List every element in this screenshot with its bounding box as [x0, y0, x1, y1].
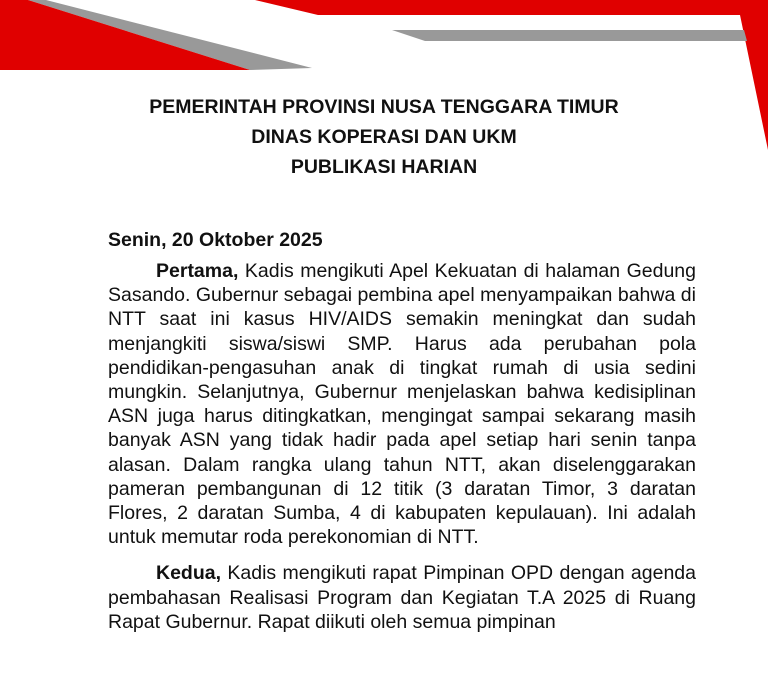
- paragraph-text: Kadis mengikuti rapat Pimpinan OPD dengan agenda pembahasan Realisasi Program dan Kegiatan T.A 2025 di Ruang Rapat Gubernur. Rapat diikuti oleh semua pimpinan: [108, 562, 696, 633]
- title-line-publication: PUBLIKASI HARIAN: [290, 156, 478, 178]
- right-gray-bar: [392, 30, 747, 41]
- paragraph-first: [108, 259, 696, 549]
- document-body: [108, 259, 696, 646]
- left-red-triangle: [0, 0, 250, 70]
- paragraph-second: [108, 561, 696, 634]
- letterhead-titles: [0, 92, 768, 182]
- title-line-agency: DINAS KOPERASI DAN UKM: [251, 126, 517, 148]
- paragraph-lead: Pertama,: [156, 260, 239, 282]
- paragraph-text: Kadis mengikuti Apel Kekuatan di halaman Gedung Sasando. Gubernur sebagai pembina apel menyampaikan bahwa di NTT saat ini kasus HIV/AIDS semakin meningkat dan sudah menjangkiti siswa/siswi SMP. Harus ada perubahan pola pendidikan-pengasuhan anak di tingkat rumah di usia sedini mungkin. Selanjutnya, Gubernur menjelaskan bahwa kedisiplinan ASN juga harus ditingkatkan, mengingat sampai sekarang masih banyak ASN yang tidak hadir pada apel setiap hari senin tanpa alasan. Dalam rangka ulang tahun NTT, akan diselenggarakan pameran pembangunan di 12 titik (3 daratan Timor, 3 daratan Flores, 2 daratan Sumba, 4 di kabupaten kepulauan). Ini adalah untuk memutar roda perekonomian di NTT.: [108, 260, 696, 549]
- title-line-government: PEMERINTAH PROVINSI NUSA TENGGARA TIMUR: [149, 96, 619, 118]
- paragraph-lead: Kedua,: [156, 562, 222, 585]
- document-date: Senin, 20 Oktober 2025: [108, 229, 323, 251]
